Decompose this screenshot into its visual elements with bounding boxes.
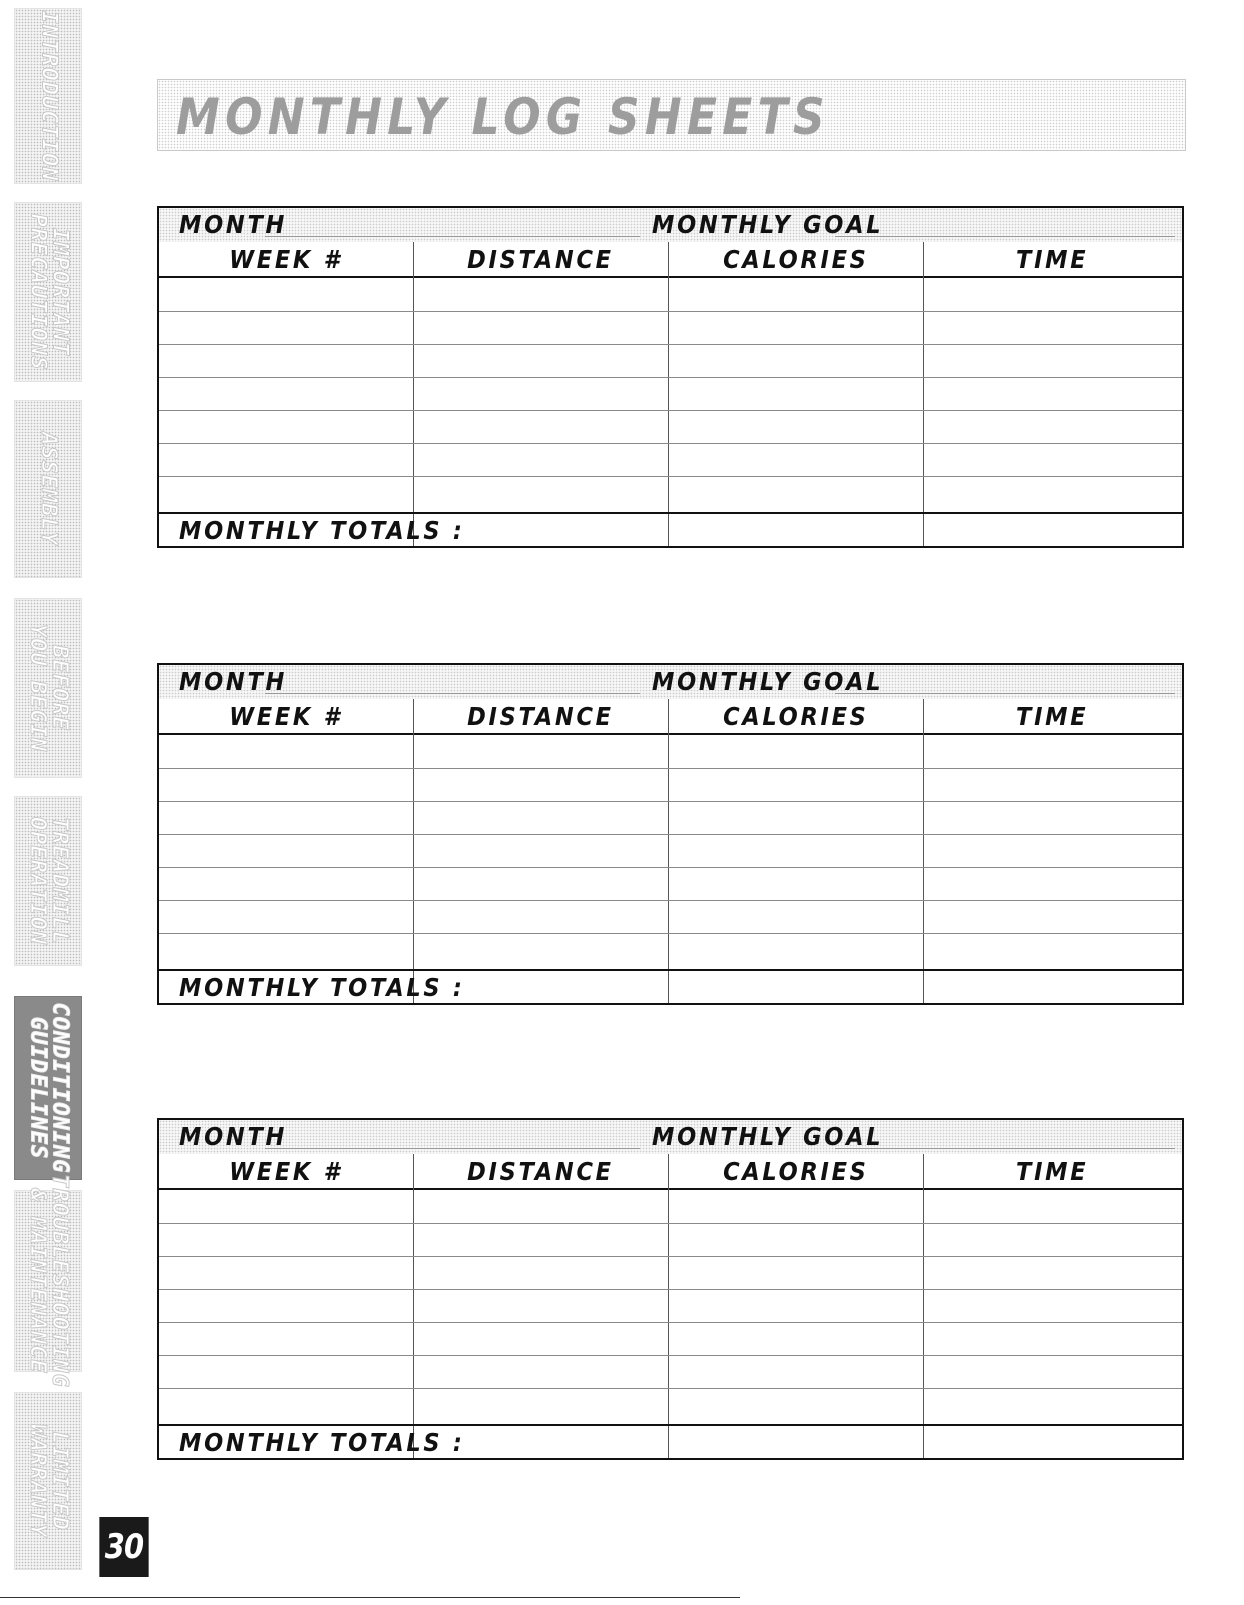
- side-tab-label: LIMITED WARRANTY: [25, 1424, 72, 1538]
- column-header-row: [159, 242, 1182, 278]
- table-row[interactable]: [159, 834, 1182, 835]
- table-row[interactable]: [159, 476, 1182, 477]
- column-header-time: [923, 699, 1182, 733]
- column-header-text: CALORIES: [722, 244, 869, 274]
- column-header-row: [159, 1154, 1182, 1190]
- column-header-text: TIME: [1016, 701, 1089, 731]
- column-header-text: WEEK #: [229, 1156, 343, 1186]
- side-tab-label: ASSEMBLY: [36, 432, 61, 546]
- log-table: [157, 663, 1184, 1005]
- column-header-text: CALORIES: [722, 701, 869, 731]
- month-input[interactable]: [265, 236, 640, 237]
- column-header-week: [159, 242, 413, 276]
- table-row[interactable]: [159, 311, 1182, 312]
- column-divider: [923, 699, 924, 1003]
- month-label: MONTH: [179, 667, 288, 696]
- column-divider: [413, 1154, 414, 1458]
- column-header-distance: [413, 242, 668, 276]
- column-header-week: [159, 1154, 413, 1188]
- monthly-goal-input[interactable]: [835, 693, 1175, 694]
- column-header-text: DISTANCE: [467, 1156, 614, 1186]
- table-row[interactable]: [159, 410, 1182, 411]
- column-header-text: DISTANCE: [467, 244, 614, 274]
- page-title: MONTHLY LOG SHEETS: [176, 88, 830, 146]
- table-row[interactable]: [159, 867, 1182, 868]
- column-header-text: WEEK #: [229, 701, 343, 731]
- side-tab-label: IMPORTANT PRECAUTIONS: [25, 213, 73, 371]
- table-row[interactable]: [159, 933, 1182, 934]
- column-divider: [668, 1154, 669, 1458]
- column-divider: [923, 1154, 924, 1458]
- month-input[interactable]: [265, 693, 640, 694]
- column-divider: [413, 242, 414, 546]
- table-row[interactable]: [159, 1289, 1182, 1290]
- table-row[interactable]: [159, 377, 1182, 378]
- column-header-row: [159, 699, 1182, 735]
- log-table-header: [159, 665, 1182, 699]
- monthly-goal-label: MONTHLY GOAL: [652, 1122, 884, 1151]
- table-row[interactable]: [159, 1355, 1182, 1356]
- table-row[interactable]: [159, 900, 1182, 901]
- monthly-totals-label: MONTHLY TOTALS :: [179, 1428, 465, 1457]
- monthly-goal-input[interactable]: [835, 1148, 1175, 1149]
- side-tab-important-precautions[interactable]: [14, 202, 82, 382]
- column-header-distance: [413, 699, 668, 733]
- monthly-totals-label: MONTHLY TOTALS :: [179, 516, 465, 545]
- table-row[interactable]: [159, 801, 1182, 802]
- side-tab-label: TROUBLESHOOTING & MAINTENANCE: [25, 1174, 72, 1388]
- column-header-time: [923, 1154, 1182, 1188]
- column-header-text: TIME: [1016, 244, 1089, 274]
- side-tab-assembly[interactable]: [14, 400, 82, 578]
- column-header-text: TIME: [1016, 1156, 1089, 1186]
- monthly-totals-row: [159, 969, 1182, 1005]
- side-tab-label: CONDITIONING GUIDELINES: [25, 1002, 73, 1174]
- side-tab-before-you-begin[interactable]: [14, 598, 82, 778]
- table-row[interactable]: [159, 1322, 1182, 1323]
- column-header-calories: [668, 699, 923, 733]
- side-tab-introduction[interactable]: [14, 8, 82, 184]
- log-table: [157, 206, 1184, 548]
- column-header-calories: [668, 242, 923, 276]
- column-header-text: DISTANCE: [467, 701, 614, 731]
- side-tab-label: INTRODUCTION: [36, 10, 62, 182]
- side-tab-nav: [0, 0, 84, 1605]
- monthly-totals-label: MONTHLY TOTALS :: [179, 973, 465, 1002]
- column-divider: [413, 699, 414, 1003]
- monthly-totals-row: [159, 512, 1182, 548]
- page-number: 30: [99, 1517, 148, 1577]
- monthly-totals-row: [159, 1424, 1182, 1460]
- column-divider: [668, 699, 669, 1003]
- table-row[interactable]: [159, 344, 1182, 345]
- monthly-goal-label: MONTHLY GOAL: [652, 667, 884, 696]
- column-divider: [923, 242, 924, 546]
- table-row[interactable]: [159, 1388, 1182, 1389]
- month-input[interactable]: [265, 1148, 640, 1149]
- column-header-text: WEEK #: [229, 244, 343, 274]
- side-tab-limited-warranty[interactable]: [14, 1392, 82, 1570]
- column-header-calories: [668, 1154, 923, 1188]
- monthly-goal-input[interactable]: [835, 236, 1175, 237]
- table-row[interactable]: [159, 768, 1182, 769]
- month-label: MONTH: [179, 210, 288, 239]
- side-tab-troubleshooting-maintenance[interactable]: [14, 1174, 82, 1388]
- table-row[interactable]: [159, 1223, 1182, 1224]
- log-table: [157, 1118, 1184, 1460]
- side-tab-label: BEFORE YOU BEGIN: [25, 623, 72, 753]
- table-row[interactable]: [159, 1256, 1182, 1257]
- column-header-time: [923, 242, 1182, 276]
- column-header-distance: [413, 1154, 668, 1188]
- bottom-rule: [0, 1597, 740, 1598]
- log-table-header: [159, 208, 1182, 242]
- side-tab-label: TREADMILL OPERATION: [25, 816, 72, 946]
- table-row[interactable]: [159, 443, 1182, 444]
- column-divider: [668, 242, 669, 546]
- log-table-header: [159, 1120, 1182, 1154]
- side-tab-treadmill-operation[interactable]: [14, 796, 82, 966]
- month-label: MONTH: [179, 1122, 288, 1151]
- column-header-week: [159, 699, 413, 733]
- page-header-banner: [157, 79, 1186, 151]
- side-tab-conditioning-guidelines[interactable]: [14, 996, 82, 1180]
- monthly-goal-label: MONTHLY GOAL: [652, 210, 884, 239]
- column-header-text: CALORIES: [722, 1156, 869, 1186]
